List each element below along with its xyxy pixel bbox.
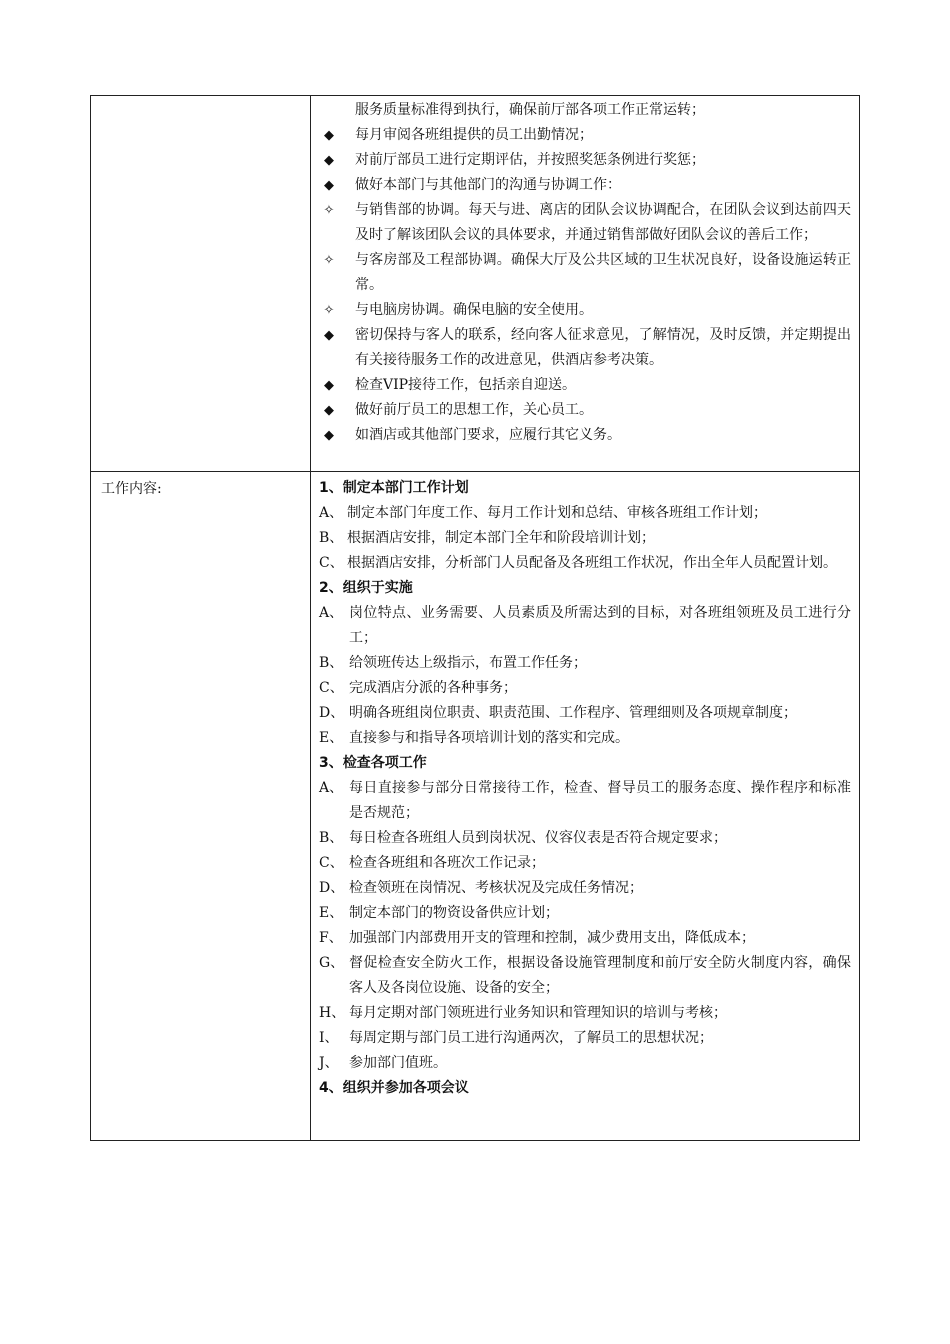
item-text: 每日检查各班组人员到岗状况、仪容仪表是否符合规定要求； — [349, 830, 727, 846]
filled-diamond-bullet-icon: ◆ — [324, 428, 334, 443]
item-letter: B、 — [319, 530, 344, 546]
item-text: 岗位特点、业务需要、人员素质及所需达到的目标，对各班组领班及员工进行分工； — [349, 605, 851, 646]
item-letter: J、 — [319, 1055, 339, 1071]
section-item — [319, 851, 851, 876]
work-section — [319, 476, 851, 576]
item-text: 每月定期对部门领班进行业务知识和管理知识的培训与考核； — [349, 1005, 727, 1021]
item-text: 检查领班在岗情况、考核状况及完成任务情况； — [349, 880, 643, 896]
item-letter: C、 — [319, 680, 344, 696]
duty-bullet-text: 密切保持与客人的联系，经向客人征求意见，了解情况，及时反馈，并定期提出有关接待服务工作的改进意见，供酒店参考决策。 — [355, 327, 851, 368]
duty-bullet-text: 做好本部门与其他部门的沟通与协调工作： — [355, 177, 621, 193]
item-text: 检查各班组和各班次工作记录； — [349, 855, 545, 871]
item-letter: A、 — [319, 505, 344, 521]
item-letter: A、 — [319, 605, 344, 621]
item-letter: I、 — [319, 1030, 339, 1046]
duty-bullet-text: 与电脑房协调。确保电脑的安全使用。 — [355, 302, 593, 318]
work-section — [319, 1076, 851, 1101]
item-letter: A、 — [319, 780, 344, 796]
item-text: 制定本部门年度工作、每月工作计划和总结、审核各班组工作计划； — [347, 505, 767, 521]
item-letter: G、 — [319, 955, 345, 971]
section-item — [319, 526, 851, 551]
duty-bullet-item — [311, 198, 851, 248]
section-item-list — [319, 601, 851, 751]
item-letter: E、 — [319, 730, 344, 746]
filled-diamond-bullet-icon: ◆ — [324, 128, 334, 143]
duty-bullet-text: 对前厅部员工进行定期评估，并按照奖惩条例进行奖惩； — [355, 152, 705, 168]
section-title: 2、组织于实施 — [319, 580, 413, 596]
work-content-row — [91, 472, 859, 1140]
duty-bullet-item — [311, 173, 851, 198]
duty-bullet-item — [311, 123, 851, 148]
item-letter: C、 — [319, 555, 344, 571]
item-text: 每周定期与部门员工进行沟通两次，了解员工的思想状况； — [349, 1030, 713, 1046]
item-text: 参加部门值班。 — [349, 1055, 447, 1071]
filled-diamond-bullet-icon: ◆ — [324, 378, 334, 393]
filled-diamond-bullet-icon: ◆ — [324, 178, 334, 193]
item-letter: B、 — [319, 655, 344, 671]
duty-bullet-text: 与客房部及工程部协调。确保大厅及公共区域的卫生状况良好，设备设施运转正常。 — [355, 252, 851, 293]
item-letter: D、 — [319, 705, 345, 721]
four-point-star-bullet-icon: ✧ — [323, 203, 335, 218]
section-item — [319, 776, 851, 826]
duty-bullet-item — [311, 398, 851, 423]
section-item — [319, 701, 851, 726]
work-sections — [319, 476, 851, 1101]
item-text: 根据酒店安排，分析部门人员配备及各班组工作状况，作出全年人员配置计划。 — [347, 555, 837, 571]
item-text: 完成酒店分派的各种事务； — [349, 680, 517, 696]
item-text: 督促检查安全防火工作，根据设备设施管理制度和前厅安全防火制度内容，确保客人及各岗位设施、设备的安全； — [349, 955, 851, 996]
duty-bullet-list — [311, 123, 851, 448]
section-item — [319, 676, 851, 701]
duty-table — [90, 95, 860, 1141]
item-text: 直接参与和指导各项培训计划的落实和完成。 — [349, 730, 629, 746]
item-letter: D、 — [319, 880, 345, 896]
item-text: 明确各班组岗位职责、职责范围、工作程序、管理细则及各项规章制度； — [349, 705, 797, 721]
work-content-label: 工作内容: — [101, 481, 162, 497]
section-item — [319, 826, 851, 851]
work-section — [319, 751, 851, 1076]
section-item — [319, 901, 851, 926]
section-title: 3、检查各项工作 — [319, 755, 427, 771]
section-item — [319, 651, 851, 676]
section-item — [319, 551, 851, 576]
item-letter: H、 — [319, 1005, 346, 1021]
duty-bullet-item — [311, 323, 851, 373]
section-item — [319, 951, 851, 1001]
duties-row — [91, 96, 859, 472]
section-item-list — [319, 501, 851, 576]
duty-bullet-text: 与销售部的协调。每天与进、离店的团队会议协调配合，在团队会议到达前四天及时了解该团队会议的具体要求，并通过销售部做好团队会议的善后工作； — [355, 202, 851, 243]
duty-bullet-text: 检查VIP接待工作，包括亲自迎送。 — [355, 377, 577, 393]
section-title: 4、组织并参加各项会议 — [319, 1080, 469, 1096]
section-item-list — [319, 776, 851, 1076]
duty-bullet-item — [311, 423, 851, 448]
duty-bullet-text: 每月审阅各班组提供的员工出勤情况； — [355, 127, 593, 143]
item-letter: E、 — [319, 905, 344, 921]
four-point-star-bullet-icon: ✧ — [323, 253, 335, 268]
filled-diamond-bullet-icon: ◆ — [324, 328, 334, 343]
section-item — [319, 501, 851, 526]
work-section — [319, 576, 851, 751]
item-letter: C、 — [319, 855, 344, 871]
section-item — [319, 1051, 851, 1076]
duties-label-cell — [91, 96, 311, 471]
work-content-label-cell — [91, 472, 311, 1140]
duty-bullet-item — [311, 373, 851, 398]
item-letter: F、 — [319, 930, 343, 946]
section-item — [319, 726, 851, 751]
section-title: 1、制定本部门工作计划 — [319, 480, 469, 496]
item-text: 制定本部门的物资设备供应计划； — [349, 905, 559, 921]
item-text: 给领班传达上级指示，布置工作任务； — [349, 655, 587, 671]
duty-bullet-text: 如酒店或其他部门要求，应履行其它义务。 — [355, 427, 621, 443]
filled-diamond-bullet-icon: ◆ — [324, 153, 334, 168]
work-content-cell — [311, 472, 859, 1140]
item-text: 根据酒店安排，制定本部门全年和阶段培训计划； — [347, 530, 655, 546]
section-item — [319, 926, 851, 951]
duty-bullet-item — [311, 298, 851, 323]
item-text: 加强部门内部费用开支的管理和控制，减少费用支出，降低成本； — [349, 930, 755, 946]
section-item — [319, 876, 851, 901]
duty-bullet-text: 做好前厅员工的思想工作，关心员工。 — [355, 402, 593, 418]
filled-diamond-bullet-icon: ◆ — [324, 403, 334, 418]
item-letter: B、 — [319, 830, 344, 846]
section-item — [319, 601, 851, 651]
section-item — [319, 1001, 851, 1026]
duties-content-cell — [311, 96, 859, 471]
continued-text: 服务质量标准得到执行，确保前厅部各项工作正常运转； — [355, 102, 705, 118]
item-text: 每日直接参与部分日常接待工作，检查、督导员工的服务态度、操作程序和标准是否规范； — [349, 780, 851, 821]
four-point-star-bullet-icon: ✧ — [323, 303, 335, 318]
duty-bullet-item — [311, 248, 851, 298]
duty-bullet-item — [311, 148, 851, 173]
section-item — [319, 1026, 851, 1051]
